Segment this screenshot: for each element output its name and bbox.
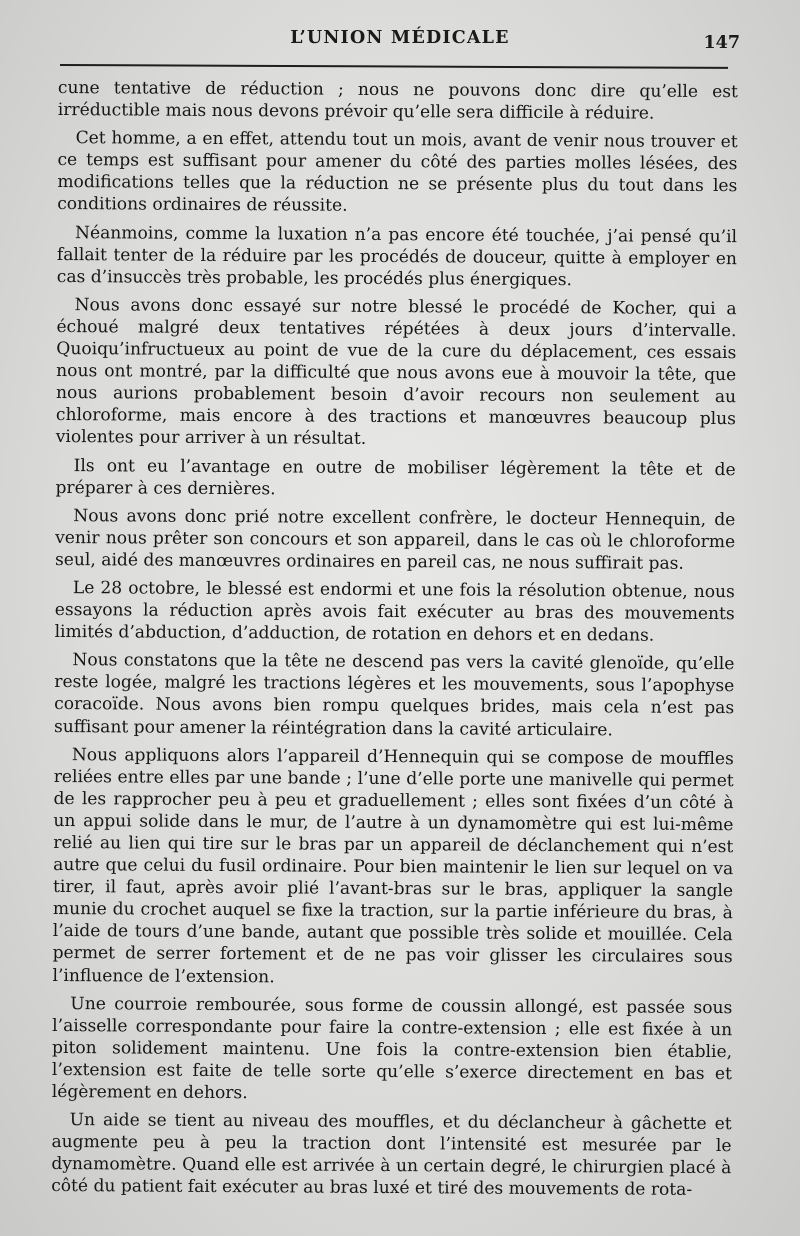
page-header [60,28,740,58]
body-text [51,77,738,1202]
paragraph: Ils ont eu l’avantage en outre de mobiliser légèrement la tête et de préparer à ces dernières. [55,455,736,499]
paragraph: cune tentative de réduction ; nous ne pouvons donc dire qu’elle est irréductible mais nous devons prévoir qu’elle sera difficile à réduire. [57,77,738,124]
running-title: L’UNION MÉDICALE [290,28,510,48]
paragraph: Le 28 octobre, le blessé est endormi et une fois la résolution obtenue, nous essayons la réduction après avois fait exécuter au bras des mouvements limités d’abduction, d’adduction, de rotation en dehors et en dedans. [54,578,735,646]
paragraph: Une courroie rembourée, sous forme de coussin allongé, est passée sous l’aisselle correspondante pour faire la contre-extension ; elle est fixée à un piton solidement maintenu. Une fois la contre-extension bien établie, l’extension est faite de telle sorte qu’elle s’exerce directement en bas et légèrement en dehors. [51,993,733,1104]
page-number: 147 [703,33,740,53]
paragraph: Nous avons donc essayé sur notre blessé le procédé de Kocher, qui a échoué malgré deux tentatives répétées à deux jours d’intervalle. Quoiqu’infructueux au point de vue de la cure du déplacement, ces essais nous ont montré, par la difficulté que nous avons eue à mouvoir la tête, que nous aurions probablement besoin d’avoir recours non seulement au chloroforme, mais encore à des tractions et manœuvres beaucoup plus violentes pour arriver à un résultat. [55,294,737,450]
paragraph: Un aide se tient au niveau des mouffles, et du déclancheur à gâchette et augmente peu à peu la traction dont l’intensité est mesurée par le dynamomètre. Quand elle est arrivée à un certain degré, le chirurgien placé à côté du patient fait exécuter au bras luxé et tiré des mouvements de rota- [51,1110,732,1201]
paragraph: Néanmoins, comme la luxation n’a pas encore été touchée, j’ai pensé qu’il fallait tenter de la réduire par les procédés de douceur, quitte à employer en cas d’insuccès très probable, les procédés plus énergiques. [56,222,738,290]
paragraph: Nous constatons que la tête ne descend pas vers la cavité glenoïde, qu’elle reste logée, malgré les tractions légères et les mouvements, sous l’apophyse coracoïde. Nous avons bien rompu quelques brides, mais cela n’est pas suffisant pour amener la réintégration dans la cavité articulaire. [53,650,735,740]
paragraph: Cet homme, a en effet, attendu tout un mois, avant de venir nous trouver et ce temps est suffisant pour amener du côté des parties molles lésées, des modifications telles que la réduction ne se présente plus du tout dans les conditions ordinaires de réussite. [57,128,738,217]
paragraph: Nous appliquons alors l’appareil d’Hennequin qui se compose de mouffles reliées entre elles par une bande ; l’une d’elle porte une manivelle qui permet de les rapprocher peu à peu et graduellement ; elles sont fixées d’un côté à un appui solide dans le mur, de l’autre à un dynamomètre qui est lui-même relié au lien qui tire sur le bras par un appareil de déclanchement qui n’est autre que celui du fusil ordinaire. Pour bien maintenir le lien sur lequel on va tirer, il faut, après avoir plié l’avant-bras sur le bras, appliquer la sangle munie du crochet auquel se fixe la traction, sur la partie inférieure du bras, à l’aide de tours d’une bande, autant que possible très solide et mouillée. Cela permet de serrer fortement et de ne pas voir glisser les circulaires sous l’influence de l’extension. [52,744,734,987]
header-rule [60,64,728,69]
paragraph: Nous avons donc prié notre excellent confrère, le docteur Hennequin, de venir nous prêter son concours et son appareil, dans le cas où le chloroforme seul, aidé des manœuvres ordinaires en pareil cas, ne nous suffirait pas. [54,505,736,574]
